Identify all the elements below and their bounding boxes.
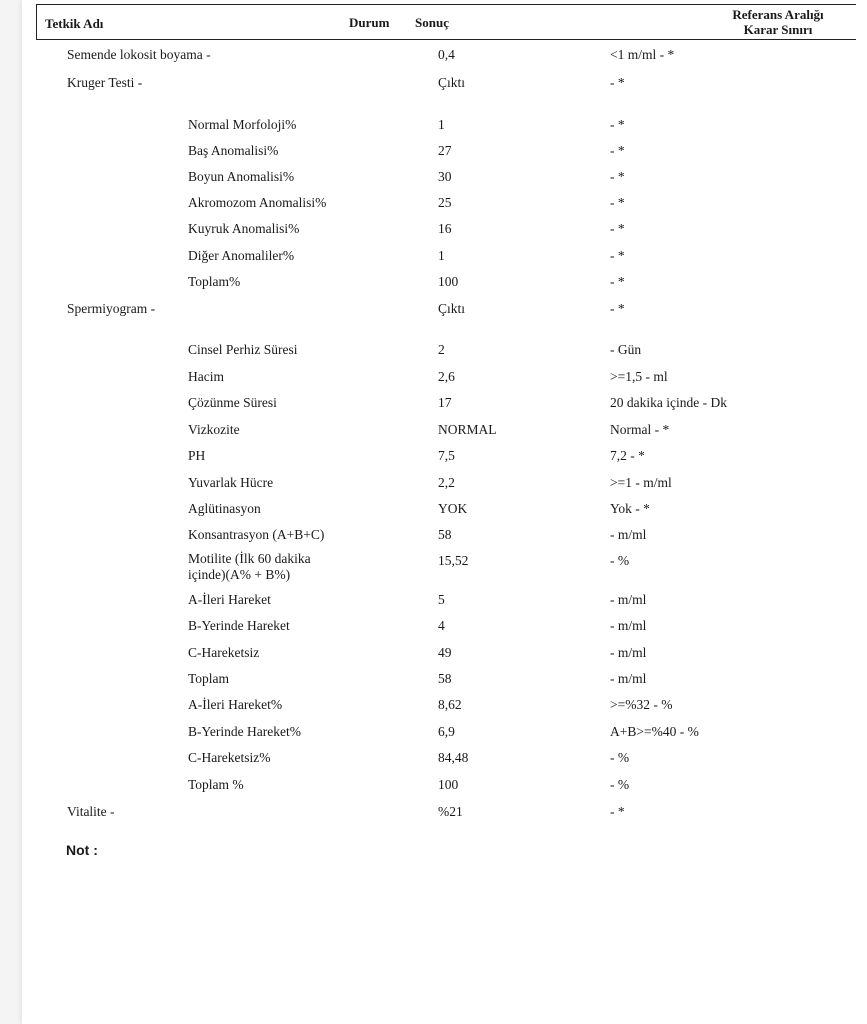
- test-result: 5: [438, 592, 445, 607]
- test-reference: - m/ml: [610, 618, 647, 633]
- test-result: 58: [438, 671, 452, 686]
- test-name: Kruger Testi -: [67, 75, 143, 90]
- test-name: Vizkozite: [188, 422, 240, 437]
- test-reference: - m/ml: [610, 592, 647, 607]
- test-reference: - *: [610, 169, 625, 184]
- test-reference: - *: [610, 274, 625, 289]
- test-reference: >=%32 - %: [610, 697, 673, 712]
- test-result: Çıktı: [438, 75, 466, 90]
- test-reference: 20 dakika içinde - Dk: [610, 395, 727, 410]
- test-reference: - *: [610, 75, 625, 90]
- test-reference: >=1,5 - ml: [610, 369, 668, 384]
- test-reference: - *: [610, 195, 625, 210]
- header-reference-line2: Karar Sınırı: [743, 22, 813, 37]
- header-result: Sonuç: [415, 15, 449, 30]
- test-result: 0,4: [438, 47, 455, 62]
- test-name: Hacim: [188, 369, 224, 384]
- test-result: 6,9: [438, 724, 455, 739]
- test-result: 25: [438, 195, 452, 210]
- test-result: 7,5: [438, 448, 455, 463]
- test-reference: - m/ml: [610, 645, 647, 660]
- test-name: Baş Anomalisi%: [188, 143, 279, 158]
- test-result: 1: [438, 248, 445, 263]
- table-header: [36, 4, 856, 40]
- test-reference: >=1 - m/ml: [610, 475, 672, 490]
- test-name: Toplam%: [188, 274, 241, 289]
- header-reference-line1: Referans Aralığı: [732, 7, 824, 22]
- test-reference: - m/ml: [610, 671, 647, 686]
- test-name: B-Yerinde Hareket: [188, 618, 290, 633]
- test-name: Konsantrasyon (A+B+C): [188, 527, 325, 542]
- test-name: Semende lokosit boyama -: [67, 47, 211, 62]
- test-name: A-İleri Hareket%: [188, 697, 283, 712]
- test-reference: - *: [610, 117, 625, 132]
- test-name: C-Hareketsiz%: [188, 750, 271, 765]
- test-result: 84,48: [438, 750, 469, 765]
- test-result: 17: [438, 395, 452, 410]
- header-reference: [683, 7, 867, 37]
- header-status: Durum: [349, 15, 390, 30]
- test-name: Diğer Anomaliler%: [188, 248, 295, 263]
- test-name: PH: [188, 448, 206, 463]
- test-result: 2: [438, 342, 445, 357]
- test-reference: - *: [610, 248, 625, 263]
- test-reference: - m/ml: [610, 527, 647, 542]
- test-result: 1: [438, 117, 445, 132]
- header-test-name: Tetkik Adı: [45, 16, 104, 31]
- test-reference: A+B>=%40 - %: [610, 724, 699, 739]
- test-result: 16: [438, 221, 452, 236]
- test-result: 4: [438, 618, 445, 633]
- test-name: Toplam: [188, 671, 230, 686]
- test-result: 2,2: [438, 475, 455, 490]
- test-reference: - *: [610, 143, 625, 158]
- test-reference: <1 m/ml - *: [610, 47, 675, 62]
- test-result: 58: [438, 527, 452, 542]
- test-result: 30: [438, 169, 452, 184]
- test-result: Çıktı: [438, 301, 466, 316]
- test-result: 100: [438, 274, 459, 289]
- test-name: Normal Morfoloji%: [188, 117, 297, 132]
- test-name: Toplam %: [188, 777, 244, 792]
- test-name: Çözünme Süresi: [188, 395, 277, 410]
- test-reference: Yok - *: [610, 501, 650, 516]
- test-name: Boyun Anomalisi%: [188, 169, 295, 184]
- test-result: 2,6: [438, 369, 455, 384]
- test-name: Akromozom Anomalisi%: [188, 195, 327, 210]
- test-reference: - Gün: [610, 342, 642, 357]
- test-result: 27: [438, 143, 452, 158]
- test-reference: - *: [610, 804, 625, 819]
- test-result: 8,62: [438, 697, 462, 712]
- test-reference: Normal - *: [610, 422, 670, 437]
- test-result: NORMAL: [438, 422, 497, 437]
- test-result: YOK: [438, 501, 468, 516]
- test-name: B-Yerinde Hareket%: [188, 724, 301, 739]
- test-reference: 7,2 - *: [610, 448, 645, 463]
- test-name: Cinsel Perhiz Süresi: [188, 342, 298, 357]
- test-name: Vitalite -: [67, 804, 115, 819]
- test-reference: - *: [610, 221, 625, 236]
- test-result: 49: [438, 645, 452, 660]
- test-name: C-Hareketsiz: [188, 645, 260, 660]
- note-label: Not :: [66, 842, 98, 858]
- test-name: Spermiyogram -: [67, 301, 156, 316]
- test-name: Kuyruk Anomalisi%: [188, 221, 300, 236]
- test-name: Aglütinasyon: [188, 501, 261, 516]
- test-reference: - %: [610, 777, 630, 792]
- test-name: Motilite (İlk 60 dakika içinde)(A% + B%): [188, 551, 311, 582]
- test-result: %21: [438, 804, 463, 819]
- test-name: A-İleri Hareket: [188, 592, 271, 607]
- test-reference: - %: [610, 553, 630, 568]
- test-reference: - *: [610, 301, 625, 316]
- test-name: Yuvarlak Hücre: [188, 475, 274, 490]
- test-result: 100: [438, 777, 459, 792]
- test-result: 15,52: [438, 553, 469, 568]
- test-reference: - %: [610, 750, 630, 765]
